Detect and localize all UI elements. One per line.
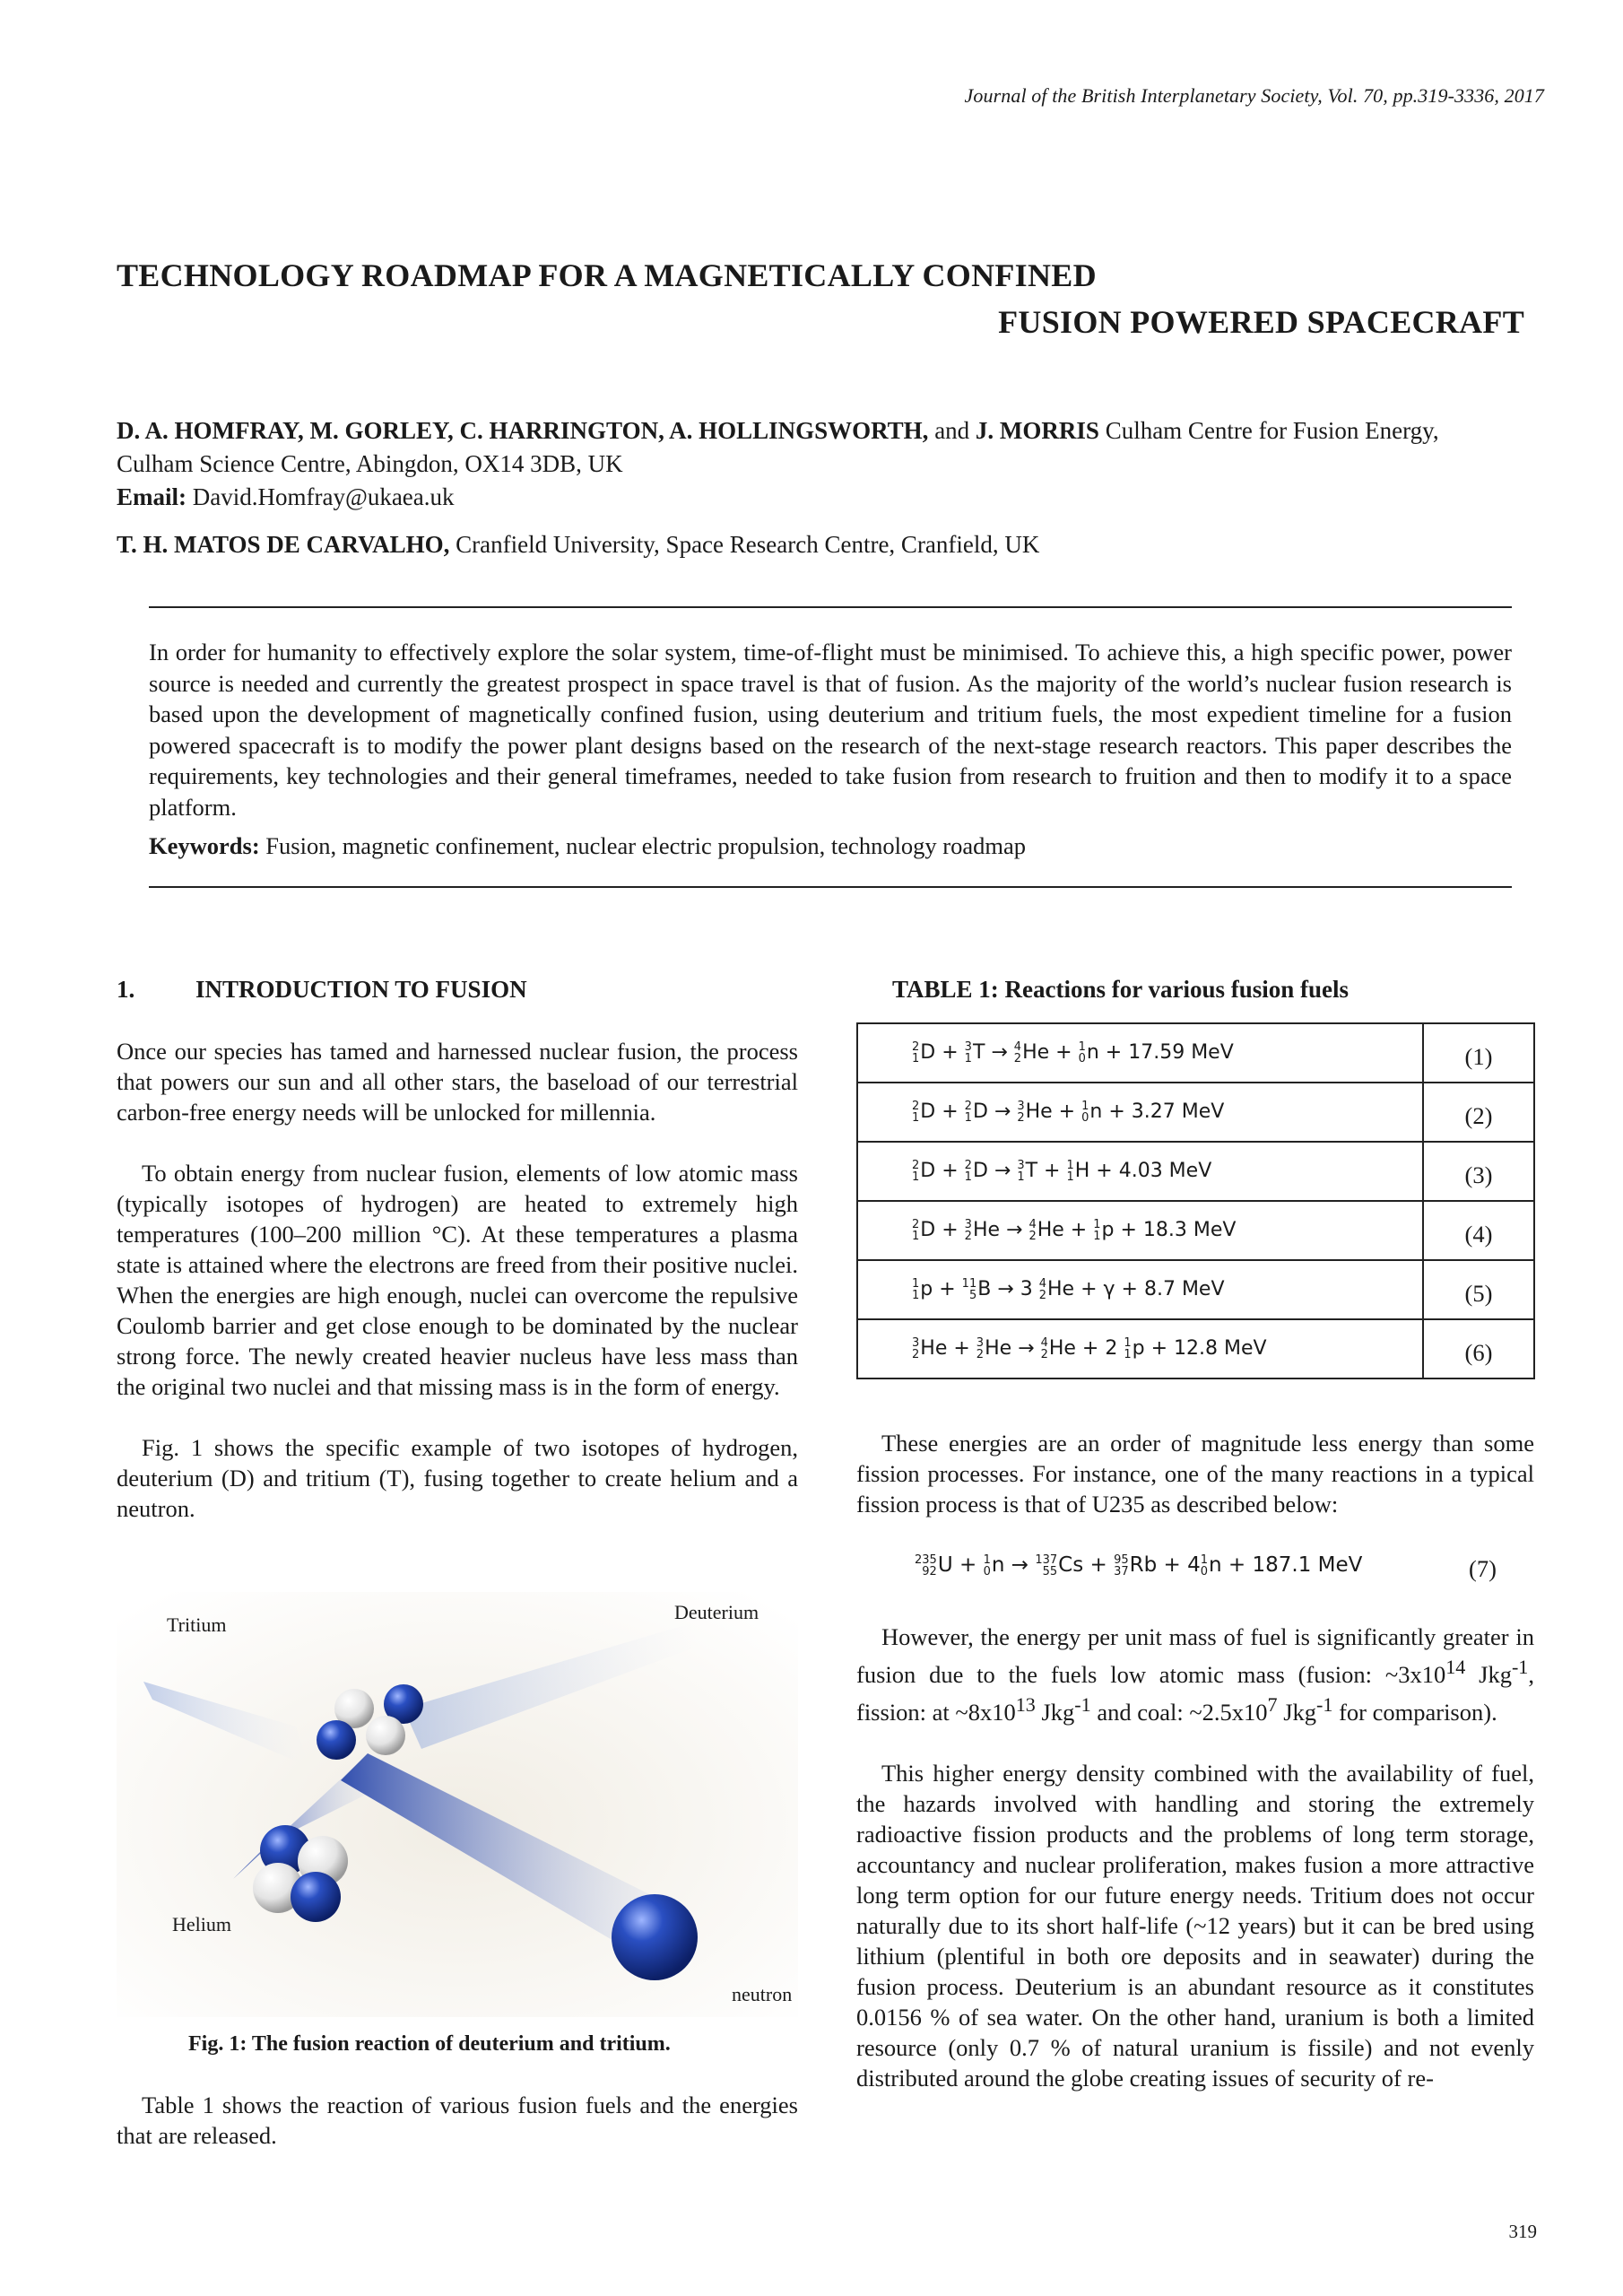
keywords-label: Keywords: [149,832,260,859]
right-column-top [856,1428,1534,1550]
table-row [857,1260,1534,1319]
keywords-text: Fusion, magnetic confinement, nuclear electric propulsion, technology roadmap [265,832,1027,859]
neutron-particle [366,1716,405,1755]
author-email[interactable]: David.Homfray@ukaea.uk [192,483,455,510]
reaction-number: (2) [1423,1083,1534,1142]
helium-proton [291,1872,341,1922]
section-number: 1. [117,976,135,1003]
reaction-number: (1) [1423,1023,1534,1083]
paragraph: However, the energy per unit mass of fuel is significantly greater in fusion due to the fuels low atomic mass (fusion: $\sim 3x10^{14}$ Jkg$^{-1}$, fission: at $\sim 8x10^{13}$ Jkg$^{-1}$ and coal: $\sim 2.5x10^7$ Jkg$^{-1}$ for comparison). [856,1623,1534,1726]
section-heading [117,976,527,1004]
author-last: J. MORRIS [975,417,1099,444]
paragraph: This higher energy density combined with the availability of fuel, the hazards involved with handling and storing the extremely radioactive fission products and the problems of long term storage, accountancy and nuclear proliferation, makes fusion a more attractive long term option for our future energy needs. Tritium does not occur naturally due to its short half-life (~12 years) but it can be bred using lithium (plentiful in both ore deposits and in seawater) during the fusion process. Deuterium is an abundant resource as it constitutes 0.0156 % of sea water. On the other hand, uranium is both a limited resource (only 0.7 % of natural uranium is fissile) and not evenly distributed around the globe creating issues of security of re- [856,1759,1534,2092]
reaction-energy: + 17.59 MeV [1105,1041,1234,1064]
reactions-table [856,1022,1535,1379]
abstract-rule-top [149,606,1512,608]
table-caption: TABLE 1: Reactions for various fusion fuels [892,976,1350,1003]
equation-7-number: (7) [1469,1555,1497,1582]
table-row [857,1142,1534,1201]
keywords [149,832,1512,860]
paper-title-line-1: TECHNOLOGY ROADMAP FOR A MAGNETICALLY CONFINED [117,257,1097,293]
equation-7-energy: + 187.1 MeV [1228,1553,1363,1577]
table-row [857,1319,1534,1378]
paragraph: Once our species has tamed and harnessed nuclear fusion, the process that powers our sun and all other stars, the baseload of our terrestrial carbon-free energy needs will be unlocked for millennia. [117,1038,798,1126]
author-block [117,414,1515,514]
author-block-2 [117,531,1039,559]
reaction-equation: 2 1 D + 3 1 T → 4 2 He + 1 0 n + 17.59 MeV [857,1023,1423,1083]
reaction-equation: 2 1 D + 2 1 D → 3 2 He + 1 0 n + 3.27 MeV [857,1083,1423,1142]
reaction-energy: + 4.03 MeV [1096,1160,1212,1182]
table-row [857,1023,1534,1083]
abstract: In order for humanity to effectively explore the solar system, time-of-flight must be minimised. To achieve this, a high specific power, power source is needed and currently the greatest prospect in space travel is that of fusion. As the majority of the world’s nuclear fusion research is based upon the development of magnetically confined fusion, using deuterium and tritium fuels, the most expedient timeline for a fusion powered spacecraft is to modify the power plant designs based on the research of the next-stage research reactors. This paper describes the requirements, key technologies and their general timeframes, needed to take fusion from research to fruition and then to modify it to a space platform. [149,639,1512,821]
figure-fusion-reaction [117,1592,798,2017]
author-affiliation: Culham Centre for Fusion Energy, Culham Science Centre, Abingdon, OX14 3DB, UK [117,417,1439,477]
reaction-number: (5) [1423,1260,1534,1319]
equation-7: 235 92 U + 1 0 n → 137 55 Cs + 95 37 Rb + 4 1 0 n + 187.1 MeV [915,1552,1363,1578]
figure-caption: Fig. 1: The fusion reaction of deuterium and tritium. [188,2032,671,2056]
paragraph: Table 1 shows the reaction of various fusion fuels and the energies that are released. [117,2092,798,2149]
section-title: INTRODUCTION TO FUSION [195,976,527,1003]
paragraph: To obtain energy from nuclear fusion, elements of low atomic mass (typically isotopes of hydrogen) are heated to extremely high temperatures (100–200 million °C). At these temperatures a plasma state is attained where the electrons are freed from their positive nuclei. When the energies are high enough, nuclei can overcome the repulsive Coulomb barrier and get close enough to be dominated by the nuclear strong force. The newly created heavier nucleus have less mass than the original two nuclei and that missing mass is in the form of energy. [117,1160,798,1400]
emitted-neutron [612,1894,698,1980]
right-column-bottom [856,1622,1534,2124]
paper-title-line-2: FUSION POWERED SPACECRAFT [998,304,1524,340]
reaction-number: (4) [1423,1201,1534,1260]
abstract-rule-bottom [149,886,1512,888]
paragraph: These energies are an order of magnitude less energy than some fission processes. For instance, one of the many reactions in a typical fission process is that of U235 as described below: [856,1430,1534,1518]
author-affiliation-2: Cranfield University, Space Research Centre, Cranfield, UK [456,531,1040,558]
reaction-energy: + 3.27 MeV [1108,1100,1225,1123]
reaction-number: (3) [1423,1142,1534,1201]
reaction-number: (6) [1423,1319,1534,1378]
left-column-bottom [117,2090,798,2181]
proton-particle [317,1720,356,1760]
left-column [117,1036,798,1554]
reaction-energy: + 18.3 MeV [1120,1219,1237,1241]
reaction-energy: + 12.8 MeV [1150,1337,1267,1360]
fusion-illustration [117,1592,798,2017]
email-label: Email: [117,483,187,510]
reaction-equation: 2 1 D + 3 2 He → 4 2 He + 1 1 p + 18.3 MeV [857,1201,1423,1260]
reaction-equation: 2 1 D + 2 1 D → 3 1 T + 1 1 H + 4.03 MeV [857,1142,1423,1201]
author-names-2: T. H. MATOS DE CARVALHO, [117,531,450,558]
reaction-energy: + 8.7 MeV [1121,1278,1225,1300]
label-neutron: neutron [732,1983,793,2005]
journal-reference: Journal of the British Interplanetary Society, Vol. 70, pp.319-3336, 2017 [964,84,1544,107]
author-names: D. A. HOMFRAY, M. GORLEY, C. HARRINGTON, A. HOLLINGSWORTH, [117,417,929,444]
author-and: and [934,417,970,444]
reaction-equation: 3 2 He + 3 2 He → 4 2 He + 2 1 1 p + 12.8 MeV [857,1319,1423,1378]
label-deuterium: Deuterium [674,1601,759,1623]
table-row [857,1201,1534,1260]
page-number: 319 [1508,2221,1537,2242]
table-row [857,1083,1534,1142]
paragraph: Fig. 1 shows the specific example of two isotopes of hydrogen, deuterium (D) and tritium (T), fusing together to create helium and a neutron. [117,1434,798,1522]
label-helium: Helium [172,1913,231,1935]
reaction-equation: 1 1 p + 11 5 B → 3 4 2 He + γ + 8.7 MeV [857,1260,1423,1319]
label-tritium: Tritium [167,1613,227,1636]
